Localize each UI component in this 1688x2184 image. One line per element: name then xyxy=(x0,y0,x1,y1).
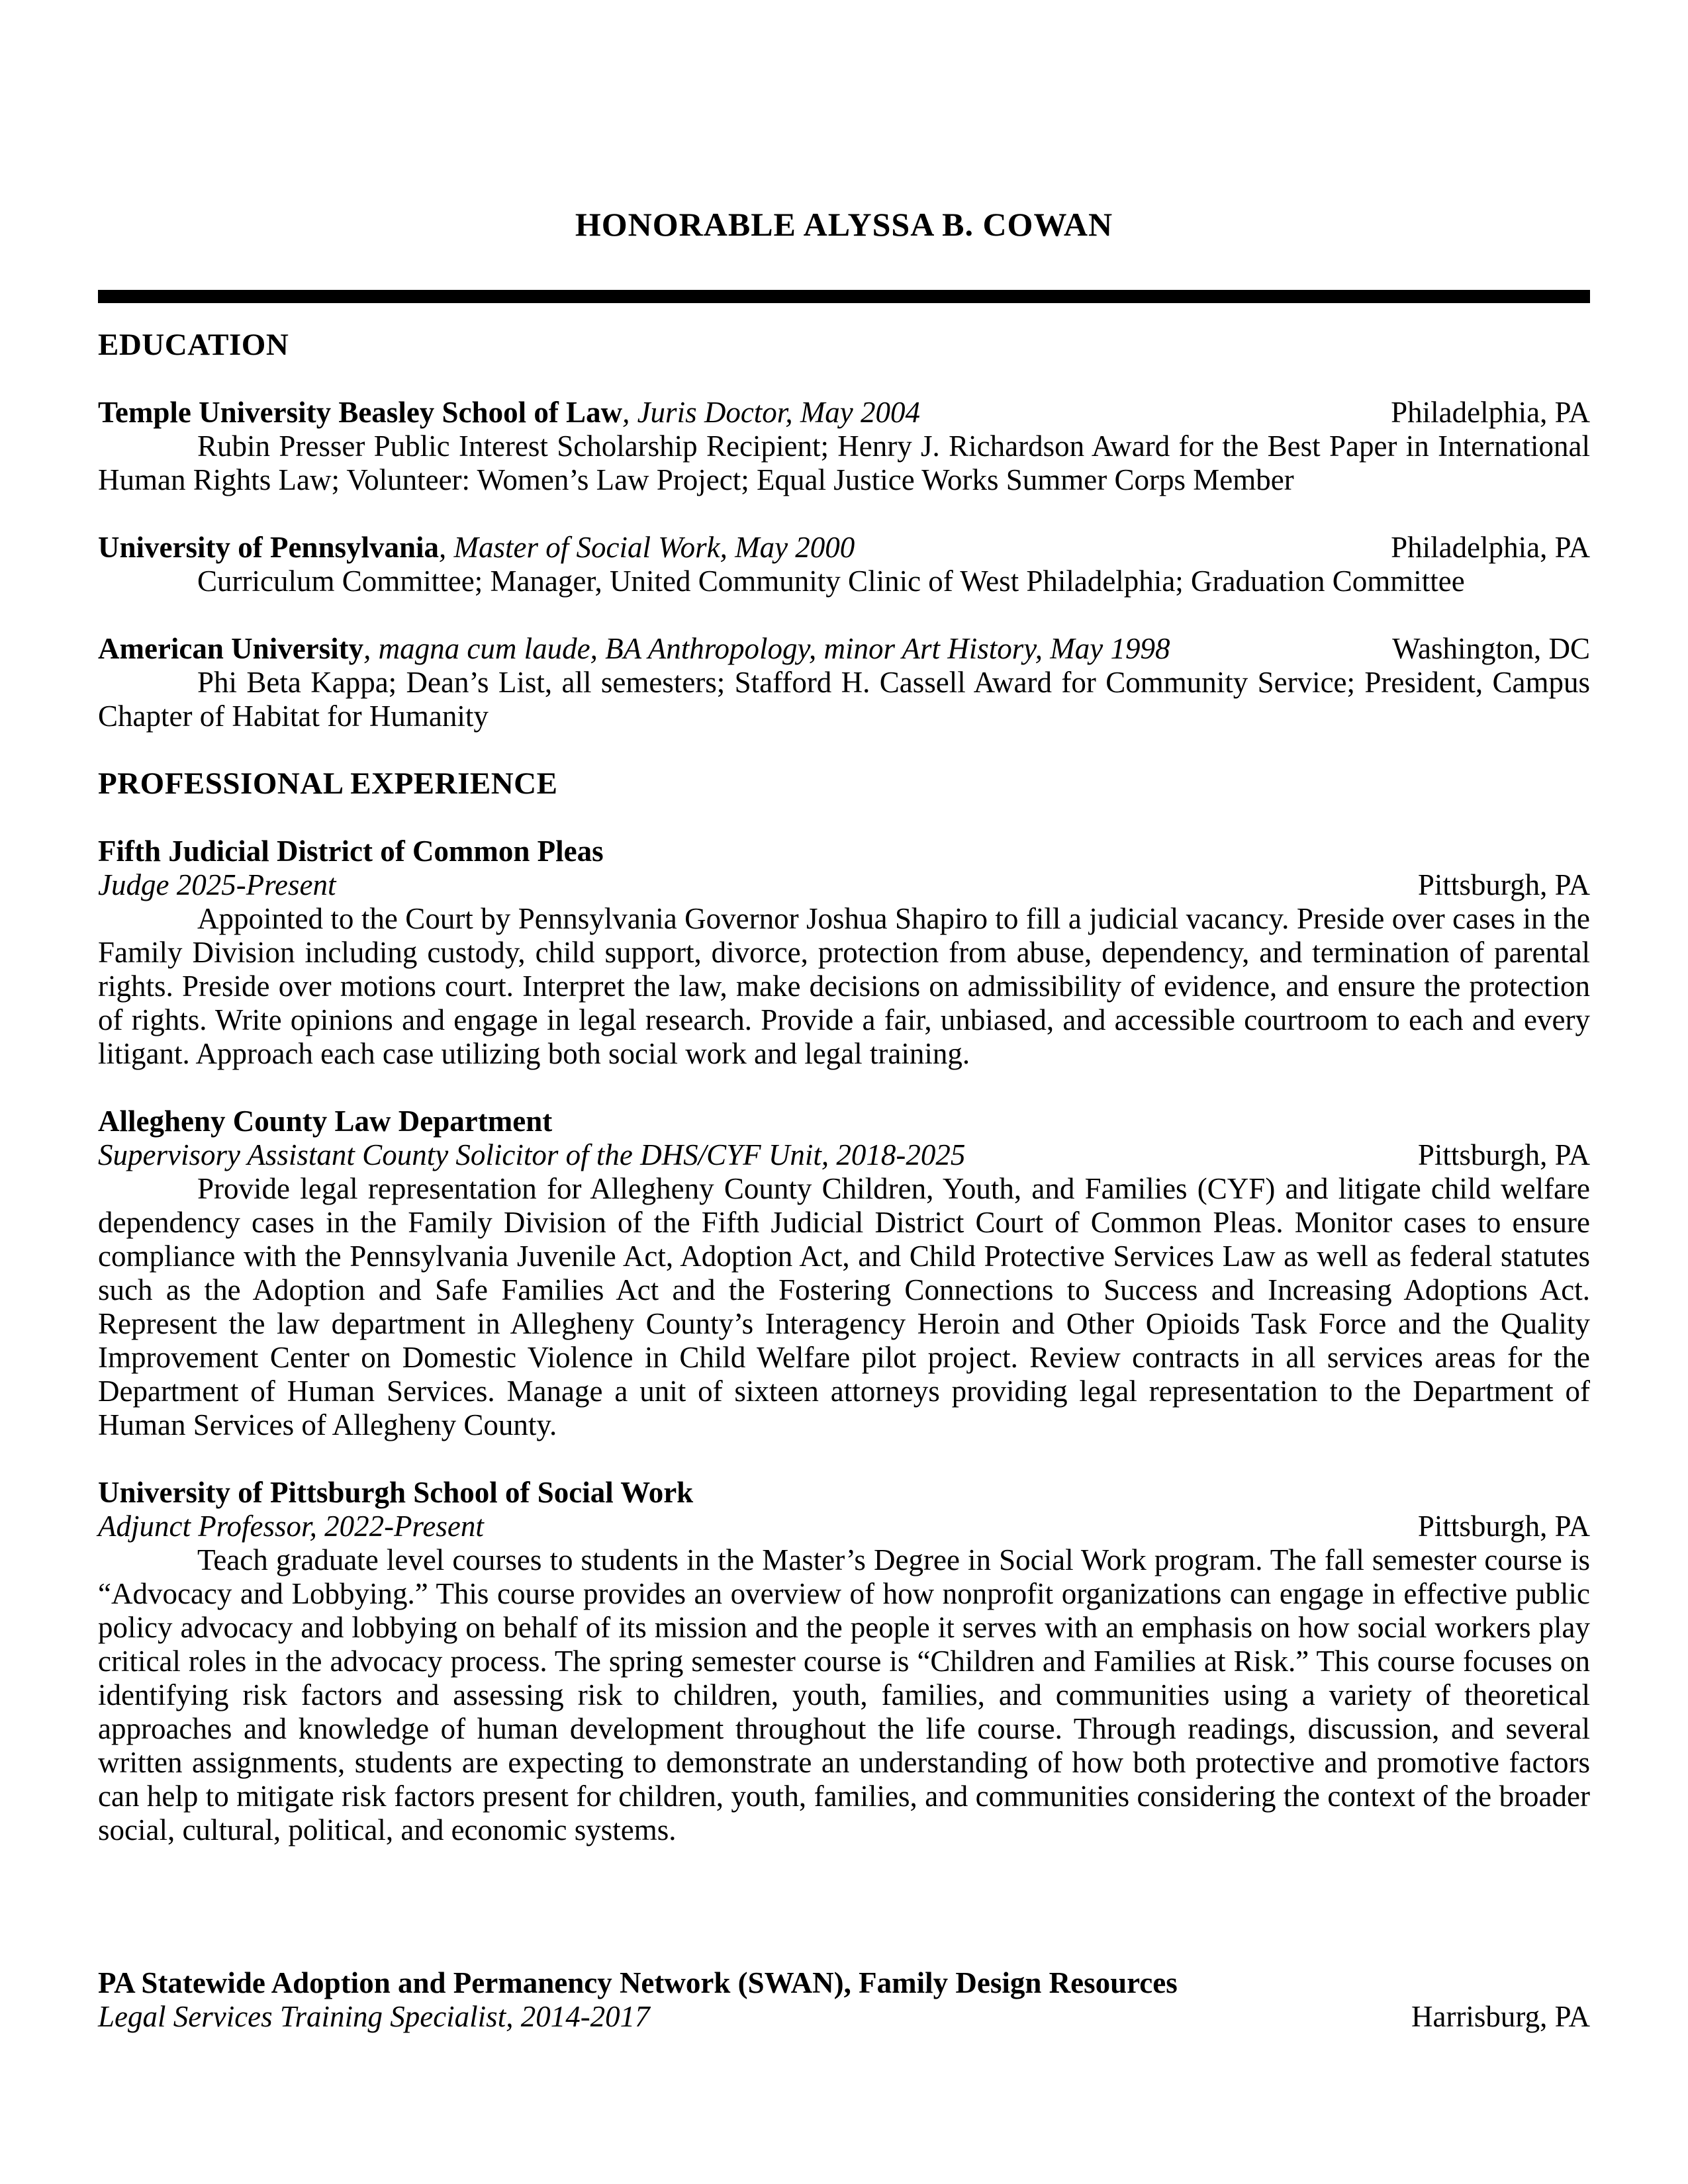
degree-info: , magna cum laude, BA Anthropology, minor Art History, May 1998 xyxy=(363,632,1170,665)
experience-entry xyxy=(98,1966,1590,2034)
entry-location: Pittsburgh, PA xyxy=(1417,1138,1590,1171)
experience-entry xyxy=(98,1476,1590,1847)
header-rule xyxy=(98,290,1590,303)
experience-heading: PROFESSIONAL EXPERIENCE xyxy=(98,766,558,801)
entry-title xyxy=(98,396,920,430)
role-line xyxy=(98,2000,1590,2034)
org-name: University of Pennsylvania xyxy=(98,531,440,564)
entry-location: Philadelphia, PA xyxy=(1391,531,1590,564)
role-and-dates: Supervisory Assistant County Solicitor of the DHS/CYF Unit, 2018-2025 xyxy=(98,1138,966,1171)
role-and-dates: Adjunct Professor, 2022-Present xyxy=(98,1510,484,1543)
experience-entry xyxy=(98,1105,1590,1442)
education-entry xyxy=(98,531,1590,598)
org-name: American University xyxy=(98,632,364,665)
org-name: PA Statewide Adoption and Permanency Network (SWAN), Family Design Resources xyxy=(98,1966,1178,1999)
entry-details: Phi Beta Kappa; Dean’s List, all semesters; Stafford H. Cassell Award for Community Service; President, Campus Chapter of Habitat for Humanity xyxy=(98,666,1590,733)
role-line xyxy=(98,868,1590,902)
job-description: Provide legal representation for Allegheny County Children, Youth, and Families (CYF) and litigate child welfare dependency cases in the Family Division of the Fifth Judicial District Court of Common Pleas. Monitor cases to ensure compliance with the Pennsylvania Juvenile Act, Adoption Act, and Child Protective Services Law as well as federal statutes such as the Adoption and Safe Families Act and the Fostering Connections to Success and Increasing Adoptions Act. Represent the law department in Allegheny County’s Interagency Heroin and Other Opioids Task Force and the Quality Improvement Center on Domestic Violence in Child Welfare pilot project. Review contracts in all services areas for the Department of Human Services. Manage a unit of sixteen attorneys providing legal representation to the Department of Human Services of Allegheny County. xyxy=(98,1172,1590,1441)
entry-title xyxy=(98,632,1170,666)
org-name: Temple University Beasley School of Law xyxy=(98,396,623,429)
education-entry xyxy=(98,396,1590,497)
experience-entry xyxy=(98,835,1590,1071)
entry-header xyxy=(98,531,1590,565)
section-education xyxy=(98,328,1590,733)
org-name: Fifth Judicial District of Common Pleas xyxy=(98,835,604,868)
education-heading: EDUCATION xyxy=(98,328,289,362)
entry-details: Curriculum Committee; Manager, United Community Clinic of West Philadelphia; Graduation Committee xyxy=(197,565,1465,598)
entry-header xyxy=(98,632,1590,666)
degree-info: , Master of Social Work, May 2000 xyxy=(439,531,855,564)
role-and-dates: Judge 2025-Present xyxy=(98,868,336,901)
entry-header xyxy=(98,396,1590,430)
entry-location: Philadelphia, PA xyxy=(1391,396,1590,429)
entry-location: Harrisburg, PA xyxy=(1411,2000,1590,2033)
entry-location: Pittsburgh, PA xyxy=(1417,1510,1590,1543)
role-line xyxy=(98,1138,1590,1172)
role-line xyxy=(98,1510,1590,1543)
degree-info: , Juris Doctor, May 2004 xyxy=(622,396,921,429)
section-experience xyxy=(98,767,1590,2034)
role-and-dates: Legal Services Training Specialist, 2014-2017 xyxy=(98,2000,650,2033)
job-description: Teach graduate level courses to students in the Master’s Degree in Social Work program. The fall semester course is “Advocacy and Lobbying.” This course provides an overview of how nonprofit organizations can engage in effective public policy advocacy and lobbying on behalf of its mission and the people it serves with an emphasis on how social workers play critical roles in the advocacy process. The spring semester course is “Children and Families at Risk.” This course focuses on identifying risk factors and assessing risk to children, youth, families, and communities using a variety of theoretical approaches and knowledge of human development throughout the life course. Through readings, discussion, and several written assignments, students are expecting to demonstrate an understanding of how both protective and promotive factors can help to mitigate risk factors present for children, youth, families, and communities considering the context of the broader social, cultural, political, and economic systems. xyxy=(98,1543,1590,1846)
education-entry xyxy=(98,632,1590,733)
entry-title xyxy=(98,531,855,565)
entry-details: Rubin Presser Public Interest Scholarship Recipient; Henry J. Richardson Award for the Best Paper in International Human Rights Law; Volunteer: Women’s Law Project; Equal Justice Works Summer Corps Member xyxy=(98,430,1590,496)
org-name: Allegheny County Law Department xyxy=(98,1105,553,1138)
entry-location: Pittsburgh, PA xyxy=(1417,868,1590,901)
entry-location: Washington, DC xyxy=(1392,632,1590,665)
org-name: University of Pittsburgh School of Social Work xyxy=(98,1476,694,1509)
job-description: Appointed to the Court by Pennsylvania Governor Joshua Shapiro to fill a judicial vacancy. Preside over cases in the Family Division including custody, child support, divorce, protection from abuse, dependency, and termination of parental rights. Preside over motions court. Interpret the law, make decisions on admissibility of evidence, and ensure the protection of rights. Write opinions and engage in legal research. Provide a fair, unbiased, and accessible courtroom to each and every litigant. Approach each case utilizing both social work and legal training. xyxy=(98,902,1590,1070)
page-title: HONORABLE ALYSSA B. COWAN xyxy=(575,206,1113,243)
